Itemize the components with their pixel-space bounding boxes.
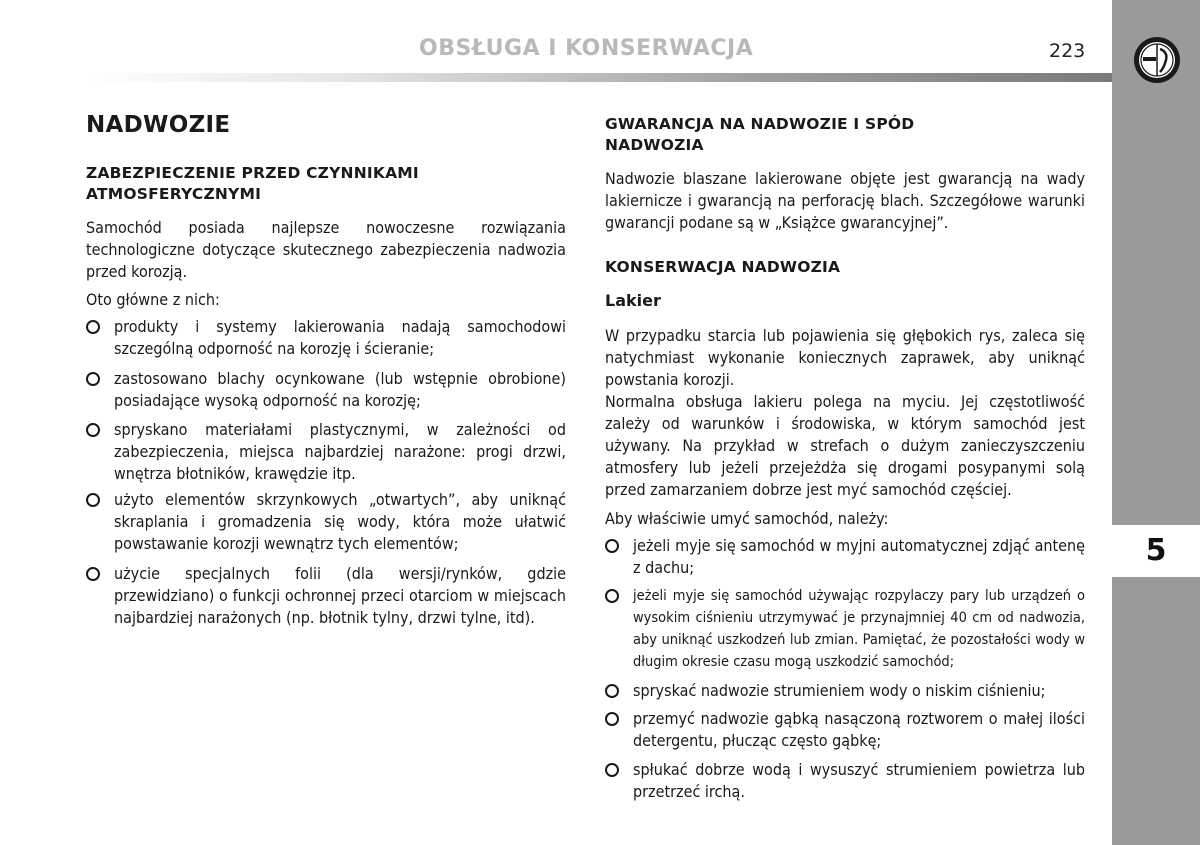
bullet-circle-icon xyxy=(605,763,619,777)
bullet-text: spryskać nadwozie strumieniem wody o niskim ciśnieniu; xyxy=(633,681,1046,700)
warranty-heading-block xyxy=(605,114,925,156)
paint-paragraph-2: Normalna obsługa lakieru polega na myciu. Jej częstotliwość zależy od warunków i środowiska, w którym samochód jest używany. Na przykład w strefach o dużym zanieczyszczeniu atmosfery lub jeżeli przejeżdża się drogami posypanymi solą przed zamarzaniem dobrze jest myć samochód częściej. xyxy=(605,392,1085,499)
paint-heading: Lakier xyxy=(605,291,661,310)
bullet-text: produkty i systemy lakierowania nadają samochodowi szczególną odporność na korozję i ścieranie; xyxy=(114,317,566,358)
bullet-item-4 xyxy=(86,489,566,555)
paint-paragraph-2-block xyxy=(605,391,1085,501)
bullet-circle-icon xyxy=(86,493,100,507)
paint-paragraph-1-block xyxy=(605,325,1085,391)
header-bar xyxy=(85,73,1112,82)
subsection-heading: ZABEZPIECZENIE PRZED CZYNNIKAMI ATMOSFERYCZNYMI xyxy=(86,164,419,203)
bullet-text: spłukać dobrze wodą i wysuszyć strumieniem powietrza lub przetrzeć irchą. xyxy=(633,760,1085,801)
lead-paragraph: Oto główne z nich: xyxy=(86,290,220,309)
wash-item-1 xyxy=(605,535,1085,579)
page-section-title xyxy=(86,112,566,138)
subsection-heading-block xyxy=(86,163,506,205)
conservation-heading: KONSERWACJA NADWOZIA xyxy=(605,258,841,276)
side-tab xyxy=(1112,0,1200,845)
wash-lead-block xyxy=(605,508,1085,530)
bullet-text: użycie specjalnych folii (dla wersji/rynków, gdzie przewidziano) o funkcji ochronnej przeci otarciom w miejscach najbardziej narażonych (np. błotnik tylny, drzwi tylne, itd). xyxy=(114,564,566,627)
bullet-item-2 xyxy=(86,368,566,412)
bullet-text: przemyć nadwozie gąbką nasączoną roztworem o małej ilości detergentu, płucząc często gąbkę; xyxy=(633,709,1085,750)
wash-item-5 xyxy=(605,759,1085,803)
bullet-circle-icon xyxy=(605,684,619,698)
bullet-circle-icon xyxy=(86,567,100,581)
bullet-circle-icon xyxy=(86,320,100,334)
warranty-paragraph: Nadwozie blaszane lakierowane objęte jest gwarancją na wady lakiernicze i gwarancją na perforację blach. Szczegółowe warunki gwarancji podane są w „Książce gwarancyjnej”. xyxy=(605,169,1085,232)
page-number: 223 xyxy=(1049,40,1086,62)
paint-paragraph-1: W przypadku starcia lub pojawienia się głębokich rys, zaleca się natychmiast wykonanie koniecznych zaprawek, aby uniknąć powstania korozji. xyxy=(605,326,1085,389)
section-heading: NADWOZIE xyxy=(86,112,231,138)
warranty-heading: GWARANCJA NA NADWOZIE I SPÓD NADWOZIA xyxy=(605,115,915,154)
chapter-number: 5 xyxy=(1145,533,1167,568)
bullet-text: spryskano materiałami plastycznymi, w zależności od zabezpieczenia, miejsca najbardziej narażone: progi drzwi, wnętrza błotników, krawędzie itp. xyxy=(114,420,566,483)
bullet-circle-icon xyxy=(605,712,619,726)
intro-paragraph: Samochód posiada najlepsze nowoczesne rozwiązania technologiczne dotyczące skutecznego zabezpieczenia nadwozia przed korozją. xyxy=(86,218,566,281)
bullet-item-5 xyxy=(86,563,566,629)
alfa-romeo-logo-icon xyxy=(1133,36,1181,84)
bullet-circle-icon xyxy=(86,423,100,437)
wash-item-2 xyxy=(605,585,1085,673)
bullet-text: zastosowano blachy ocynkowane (lub wstępnie obrobione) posiadające wysoką odporność na korozję; xyxy=(114,369,566,410)
wash-item-3 xyxy=(605,680,1085,702)
bullet-text: użyto elementów skrzynkowych „otwartych”, aby uniknąć skraplania i gromadzenia się wody, która może ułatwić powstawanie korozji wewnątrz tych elementów; xyxy=(114,490,566,553)
wash-lead-paragraph: Aby właściwie umyć samochód, należy: xyxy=(605,509,889,528)
bullet-circle-icon xyxy=(605,589,619,603)
intro-paragraph-block xyxy=(86,217,566,283)
header-title: OBSŁUGA I KONSERWACJA xyxy=(419,36,754,61)
paint-heading-block xyxy=(605,291,1085,310)
lead-paragraph-block xyxy=(86,289,566,311)
bullet-item-3 xyxy=(86,419,566,485)
bullet-item-1 xyxy=(86,316,566,360)
bullet-circle-icon xyxy=(86,372,100,386)
bullet-text: jeżeli myje się samochód w myjni automatycznej zdjąć antenę z dachu; xyxy=(633,536,1085,577)
wash-item-4 xyxy=(605,708,1085,752)
warranty-paragraph-block xyxy=(605,168,1085,234)
bullet-text: jeżeli myje się samochód używając rozpylaczy pary lub urządzeń o wysokim ciśnieniu utrzymywać je przynajmniej 40 cm od nadwozia, aby uniknąć uszkodzeń lub zmian. Pamiętać, że pozostałości wody w długim okresie czasu mogą uszkodzić samochód; xyxy=(633,588,1085,670)
bullet-circle-icon xyxy=(605,539,619,553)
conservation-heading-block xyxy=(605,257,1085,278)
